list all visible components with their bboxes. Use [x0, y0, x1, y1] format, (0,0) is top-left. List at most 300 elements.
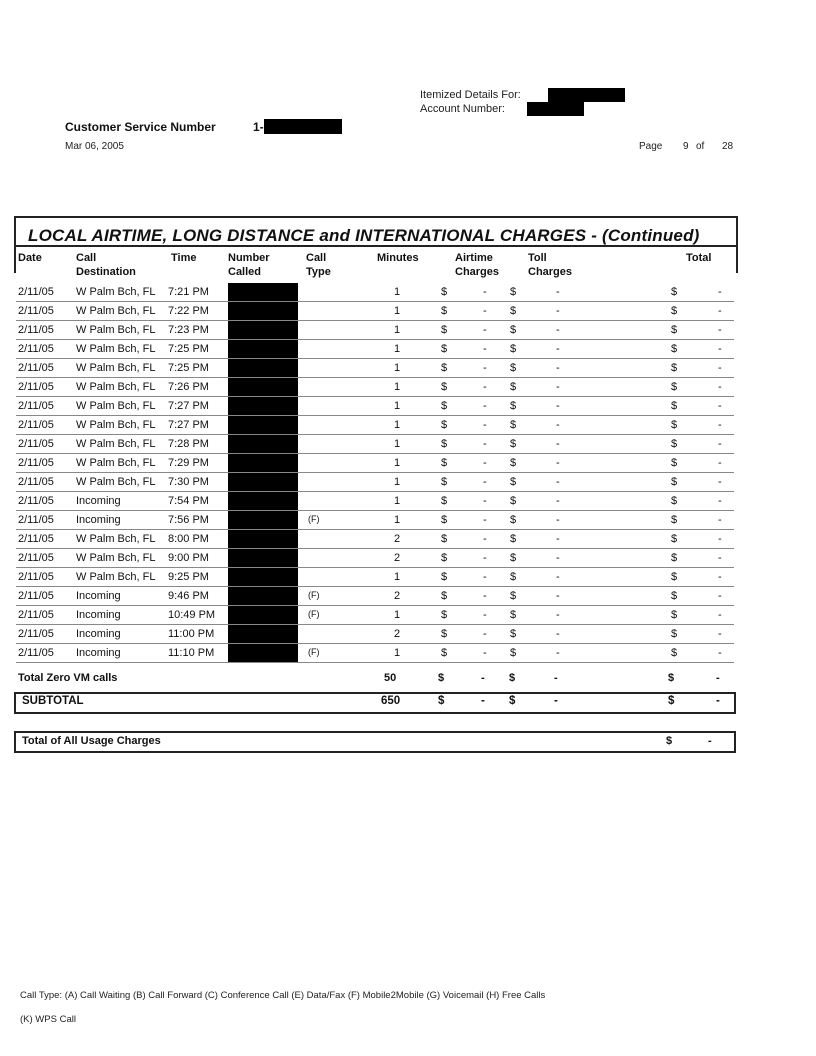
col-destination-line1: Call — [76, 252, 97, 264]
row-minutes: 1 — [394, 286, 401, 298]
subtotal-airtime-value: - — [481, 695, 485, 707]
row-toll-currency: $ — [510, 305, 517, 317]
row-time: 7:23 PM — [168, 324, 209, 336]
row-call-type: (F) — [308, 590, 320, 600]
row-minutes: 1 — [394, 495, 401, 507]
row-airtime-value: - — [483, 419, 487, 431]
row-date: 2/11/05 — [18, 647, 54, 659]
redacted-number-called — [228, 625, 298, 644]
row-destination: W Palm Bch, FL — [76, 552, 156, 564]
row-total-currency: $ — [671, 457, 678, 469]
page-label: Page — [639, 141, 663, 152]
row-toll-value: - — [556, 476, 560, 488]
row-airtime-value: - — [483, 324, 487, 336]
row-airtime-currency: $ — [441, 647, 448, 659]
row-total-value: - — [718, 495, 722, 507]
section-title: LOCAL AIRTIME, LONG DISTANCE and INTERNATIONAL CHARGES - (Continued) — [28, 226, 700, 245]
subtotal-total-currency: $ — [668, 695, 675, 707]
row-airtime-currency: $ — [441, 552, 448, 564]
table-row — [16, 362, 734, 381]
row-total-value: - — [718, 419, 722, 431]
row-total-value: - — [718, 533, 722, 545]
call-type-legend-line1: Call Type: (A) Call Waiting (B) Call Forward (C) Conference Call (E) Data/Fax (F) Mobile2Mobile (G) Voicemail (H) Free Calls — [20, 990, 546, 1001]
row-toll-value: - — [556, 533, 560, 545]
row-total-value: - — [718, 571, 722, 583]
row-total-currency: $ — [671, 533, 678, 545]
row-toll-currency: $ — [510, 381, 517, 393]
row-total-currency: $ — [671, 419, 678, 431]
row-date: 2/11/05 — [18, 533, 54, 545]
row-toll-value: - — [556, 590, 560, 602]
table-row — [16, 647, 734, 666]
redacted-number-called — [228, 644, 298, 663]
redacted-number-called — [228, 321, 298, 340]
row-total-currency: $ — [671, 305, 678, 317]
col-minutes: Minutes — [377, 252, 419, 264]
row-minutes: 1 — [394, 514, 401, 526]
row-total-currency: $ — [671, 324, 678, 336]
row-divider — [16, 301, 734, 302]
row-minutes: 1 — [394, 647, 401, 659]
row-airtime-value: - — [483, 514, 487, 526]
row-destination: W Palm Bch, FL — [76, 533, 156, 545]
row-date: 2/11/05 — [18, 457, 54, 469]
row-toll-value: - — [556, 286, 560, 298]
row-toll-value: - — [556, 438, 560, 450]
col-toll-line2: Charges — [528, 266, 573, 278]
row-airtime-value: - — [483, 343, 487, 355]
row-date: 2/11/05 — [18, 571, 54, 583]
row-total-currency: $ — [671, 362, 678, 374]
row-divider — [16, 529, 734, 530]
row-total-currency: $ — [671, 571, 678, 583]
row-date: 2/11/05 — [18, 343, 54, 355]
row-minutes: 1 — [394, 457, 401, 469]
row-airtime-currency: $ — [441, 419, 448, 431]
row-destination: Incoming — [76, 609, 121, 621]
row-divider — [16, 358, 734, 359]
row-date: 2/11/05 — [18, 552, 54, 564]
col-type-line2: Type — [306, 266, 331, 278]
row-toll-currency: $ — [510, 514, 517, 526]
row-total-value: - — [718, 476, 722, 488]
row-minutes: 1 — [394, 438, 401, 450]
row-destination: W Palm Bch, FL — [76, 476, 156, 488]
row-total-value: - — [718, 457, 722, 469]
row-call-type: (F) — [308, 514, 320, 524]
subtotal-airtime-currency: $ — [438, 695, 445, 707]
row-toll-currency: $ — [510, 571, 517, 583]
all-usage-row — [16, 735, 734, 754]
col-destination-line2: Destination — [76, 266, 136, 278]
row-date: 2/11/05 — [18, 381, 54, 393]
redacted-number-called — [228, 492, 298, 511]
row-total-value: - — [718, 590, 722, 602]
row-airtime-value: - — [483, 609, 487, 621]
total-zero-vm-row — [16, 672, 734, 691]
page-total: 28 — [722, 141, 734, 152]
row-date: 2/11/05 — [18, 362, 54, 374]
row-time: 7:28 PM — [168, 438, 209, 450]
row-total-value: - — [718, 286, 722, 298]
row-toll-currency: $ — [510, 438, 517, 450]
row-toll-value: - — [556, 343, 560, 355]
row-time: 7:21 PM — [168, 286, 209, 298]
row-toll-value: - — [556, 457, 560, 469]
row-toll-value: - — [556, 647, 560, 659]
row-minutes: 2 — [394, 590, 401, 602]
row-minutes: 2 — [394, 533, 401, 545]
redacted-number-called — [228, 587, 298, 606]
col-number-line2: Called — [228, 266, 262, 278]
row-date: 2/11/05 — [18, 609, 54, 621]
table-row — [16, 286, 734, 305]
page-of-label: of — [696, 141, 705, 152]
row-divider — [16, 567, 734, 568]
row-toll-value: - — [556, 362, 560, 374]
table-row — [16, 628, 734, 647]
row-airtime-currency: $ — [441, 457, 448, 469]
row-toll-currency: $ — [510, 400, 517, 412]
row-toll-value: - — [556, 495, 560, 507]
row-divider — [16, 396, 734, 397]
row-airtime-currency: $ — [441, 343, 448, 355]
row-total-value: - — [718, 343, 722, 355]
row-divider — [16, 320, 734, 321]
row-time: 9:25 PM — [168, 571, 209, 583]
row-destination: W Palm Bch, FL — [76, 286, 156, 298]
row-toll-currency: $ — [510, 419, 517, 431]
row-time: 7:25 PM — [168, 343, 209, 355]
row-toll-value: - — [556, 628, 560, 640]
row-total-currency: $ — [671, 286, 678, 298]
redacted-number-called — [228, 606, 298, 625]
subtotal-row — [16, 695, 734, 714]
row-toll-value: - — [556, 419, 560, 431]
row-airtime-value: - — [483, 457, 487, 469]
table-row — [16, 609, 734, 628]
subtotal-total-value: - — [716, 695, 720, 707]
row-airtime-currency: $ — [441, 476, 448, 488]
row-date: 2/11/05 — [18, 628, 54, 640]
itemized-details-label: Itemized Details For: — [420, 89, 521, 101]
row-destination: Incoming — [76, 514, 121, 526]
row-time: 7:22 PM — [168, 305, 209, 317]
row-call-type: (F) — [308, 647, 320, 657]
row-minutes: 1 — [394, 305, 401, 317]
row-airtime-currency: $ — [441, 381, 448, 393]
col-airtime-line2: Charges — [455, 266, 500, 278]
row-time: 7:27 PM — [168, 419, 209, 431]
row-time: 9:46 PM — [168, 590, 209, 602]
call-type-legend-line2: (K) WPS Call — [20, 1014, 76, 1025]
row-divider — [16, 605, 734, 606]
row-toll-value: - — [556, 552, 560, 564]
row-toll-currency: $ — [510, 457, 517, 469]
row-airtime-value: - — [483, 495, 487, 507]
row-airtime-value: - — [483, 628, 487, 640]
row-total-currency: $ — [671, 343, 678, 355]
total-zero-vm-airtime-value: - — [481, 672, 485, 684]
col-number-line1: Number — [228, 252, 270, 264]
row-airtime-value: - — [483, 362, 487, 374]
row-destination: W Palm Bch, FL — [76, 457, 156, 469]
redacted-number-called — [228, 378, 298, 397]
row-destination: W Palm Bch, FL — [76, 324, 156, 336]
row-destination: W Palm Bch, FL — [76, 571, 156, 583]
row-divider — [16, 586, 734, 587]
redacted-number-called — [228, 454, 298, 473]
redacted-number-called — [228, 397, 298, 416]
row-minutes: 1 — [394, 476, 401, 488]
total-zero-vm-toll-currency: $ — [509, 672, 516, 684]
row-minutes: 1 — [394, 324, 401, 336]
row-airtime-currency: $ — [441, 305, 448, 317]
row-minutes: 1 — [394, 400, 401, 412]
row-minutes: 2 — [394, 552, 401, 564]
row-airtime-value: - — [483, 438, 487, 450]
row-airtime-currency: $ — [441, 590, 448, 602]
row-total-value: - — [718, 381, 722, 393]
row-divider — [16, 643, 734, 644]
row-total-currency: $ — [671, 552, 678, 564]
row-total-currency: $ — [671, 514, 678, 526]
row-time: 7:27 PM — [168, 400, 209, 412]
row-airtime-currency: $ — [441, 495, 448, 507]
redacted-number-called — [228, 359, 298, 378]
all-usage-value: - — [708, 735, 712, 747]
row-total-value: - — [718, 552, 722, 564]
row-toll-currency: $ — [510, 286, 517, 298]
row-destination: Incoming — [76, 628, 121, 640]
subtotal-label: SUBTOTAL — [22, 695, 84, 707]
row-airtime-value: - — [483, 590, 487, 602]
table-row — [16, 419, 734, 438]
row-date: 2/11/05 — [18, 476, 54, 488]
table-row — [16, 305, 734, 324]
table-row — [16, 495, 734, 514]
row-toll-currency: $ — [510, 362, 517, 374]
col-total: Total — [686, 252, 712, 264]
row-time: 8:00 PM — [168, 533, 209, 545]
total-zero-vm-minutes: 50 — [384, 672, 397, 684]
row-date: 2/11/05 — [18, 400, 54, 412]
row-divider — [16, 472, 734, 473]
row-airtime-value: - — [483, 476, 487, 488]
table-row — [16, 514, 734, 533]
total-zero-vm-total-value: - — [716, 672, 720, 684]
redacted-number-called — [228, 340, 298, 359]
row-destination: W Palm Bch, FL — [76, 400, 156, 412]
row-destination: Incoming — [76, 647, 121, 659]
title-divider — [14, 245, 736, 247]
row-divider — [16, 548, 734, 549]
redacted-number-called — [228, 435, 298, 454]
row-total-value: - — [718, 400, 722, 412]
customer-service-label: Customer Service Number — [65, 120, 216, 134]
all-usage-currency: $ — [666, 735, 673, 747]
row-minutes: 1 — [394, 343, 401, 355]
col-type-line1: Call — [306, 252, 327, 264]
row-date: 2/11/05 — [18, 324, 54, 336]
row-total-currency: $ — [671, 476, 678, 488]
total-zero-vm-airtime-currency: $ — [438, 672, 445, 684]
row-total-value: - — [718, 305, 722, 317]
row-call-type: (F) — [308, 609, 320, 619]
row-airtime-value: - — [483, 571, 487, 583]
row-date: 2/11/05 — [18, 286, 54, 298]
row-airtime-currency: $ — [441, 362, 448, 374]
redacted-number-called — [228, 549, 298, 568]
table-row — [16, 457, 734, 476]
total-zero-vm-label: Total Zero VM calls — [18, 672, 118, 684]
row-airtime-value: - — [483, 381, 487, 393]
row-divider — [16, 434, 734, 435]
row-divider — [16, 662, 734, 663]
row-total-currency: $ — [671, 647, 678, 659]
row-time: 7:54 PM — [168, 495, 209, 507]
row-airtime-currency: $ — [441, 286, 448, 298]
row-airtime-value: - — [483, 647, 487, 659]
row-toll-value: - — [556, 571, 560, 583]
row-minutes: 1 — [394, 571, 401, 583]
row-time: 7:29 PM — [168, 457, 209, 469]
row-airtime-currency: $ — [441, 609, 448, 621]
row-destination: W Palm Bch, FL — [76, 381, 156, 393]
row-airtime-currency: $ — [441, 514, 448, 526]
row-time: 7:30 PM — [168, 476, 209, 488]
table-row — [16, 400, 734, 419]
page-number: 9 — [683, 141, 689, 152]
table-row — [16, 476, 734, 495]
row-toll-value: - — [556, 514, 560, 526]
row-divider — [16, 339, 734, 340]
row-toll-value: - — [556, 324, 560, 336]
row-minutes: 2 — [394, 628, 401, 640]
row-toll-value: - — [556, 381, 560, 393]
row-destination: W Palm Bch, FL — [76, 343, 156, 355]
row-divider — [16, 510, 734, 511]
subtotal-minutes: 650 — [381, 695, 401, 707]
subtotal-toll-value: - — [554, 695, 558, 707]
row-total-currency: $ — [671, 495, 678, 507]
row-airtime-value: - — [483, 533, 487, 545]
row-minutes: 1 — [394, 381, 401, 393]
row-time: 11:10 PM — [168, 647, 215, 659]
row-minutes: 1 — [394, 419, 401, 431]
col-airtime-line1: Airtime — [455, 252, 493, 264]
row-toll-currency: $ — [510, 495, 517, 507]
redacted-number-called — [228, 568, 298, 587]
row-divider — [16, 377, 734, 378]
statement-date: Mar 06, 2005 — [65, 141, 124, 152]
row-toll-value: - — [556, 609, 560, 621]
row-airtime-value: - — [483, 286, 487, 298]
col-time: Time — [171, 252, 197, 264]
col-toll-line1: Toll — [528, 252, 547, 264]
row-toll-value: - — [556, 305, 560, 317]
row-total-value: - — [718, 438, 722, 450]
row-destination: W Palm Bch, FL — [76, 419, 156, 431]
table-row — [16, 438, 734, 457]
row-date: 2/11/05 — [18, 514, 54, 526]
row-divider — [16, 624, 734, 625]
row-date: 2/11/05 — [18, 590, 54, 602]
row-divider — [16, 491, 734, 492]
row-airtime-currency: $ — [441, 400, 448, 412]
row-toll-value: - — [556, 400, 560, 412]
row-airtime-value: - — [483, 400, 487, 412]
row-total-value: - — [718, 628, 722, 640]
row-destination: W Palm Bch, FL — [76, 438, 156, 450]
row-destination: W Palm Bch, FL — [76, 305, 156, 317]
customer-service-prefix: 1- — [253, 120, 264, 134]
total-zero-vm-toll-value: - — [554, 672, 558, 684]
redacted-number-called — [228, 530, 298, 549]
table-row — [16, 552, 734, 571]
row-time: 7:56 PM — [168, 514, 209, 526]
row-total-currency: $ — [671, 400, 678, 412]
row-time: 7:26 PM — [168, 381, 209, 393]
row-destination: Incoming — [76, 495, 121, 507]
row-minutes: 1 — [394, 362, 401, 374]
redacted-number-called — [228, 511, 298, 530]
row-toll-currency: $ — [510, 552, 517, 564]
row-total-currency: $ — [671, 628, 678, 640]
row-toll-currency: $ — [510, 647, 517, 659]
row-time: 9:00 PM — [168, 552, 209, 564]
table-row — [16, 324, 734, 343]
row-total-value: - — [718, 362, 722, 374]
row-toll-currency: $ — [510, 533, 517, 545]
row-date: 2/11/05 — [18, 305, 54, 317]
table-row — [16, 343, 734, 362]
total-zero-vm-total-currency: $ — [668, 672, 675, 684]
row-toll-currency: $ — [510, 590, 517, 602]
redacted-name — [548, 88, 625, 102]
row-time: 10:49 PM — [168, 609, 216, 621]
row-total-currency: $ — [671, 609, 678, 621]
row-total-value: - — [718, 324, 722, 336]
redacted-number-called — [228, 283, 298, 302]
row-airtime-currency: $ — [441, 438, 448, 450]
redacted-customer-service-number — [264, 119, 342, 134]
row-airtime-currency: $ — [441, 571, 448, 583]
table-row — [16, 533, 734, 552]
row-airtime-value: - — [483, 552, 487, 564]
row-airtime-currency: $ — [441, 533, 448, 545]
row-toll-currency: $ — [510, 324, 517, 336]
all-usage-label: Total of All Usage Charges — [22, 735, 161, 747]
row-toll-currency: $ — [510, 628, 517, 640]
row-total-value: - — [718, 514, 722, 526]
row-total-value: - — [718, 647, 722, 659]
row-airtime-currency: $ — [441, 324, 448, 336]
row-toll-currency: $ — [510, 609, 517, 621]
row-toll-currency: $ — [510, 343, 517, 355]
row-total-currency: $ — [671, 438, 678, 450]
row-date: 2/11/05 — [18, 419, 54, 431]
table-row — [16, 381, 734, 400]
redacted-number-called — [228, 473, 298, 492]
row-total-currency: $ — [671, 590, 678, 602]
redacted-number-called — [228, 302, 298, 321]
row-destination: W Palm Bch, FL — [76, 362, 156, 374]
row-divider — [16, 453, 734, 454]
row-total-currency: $ — [671, 381, 678, 393]
table-row — [16, 571, 734, 590]
row-airtime-currency: $ — [441, 628, 448, 640]
